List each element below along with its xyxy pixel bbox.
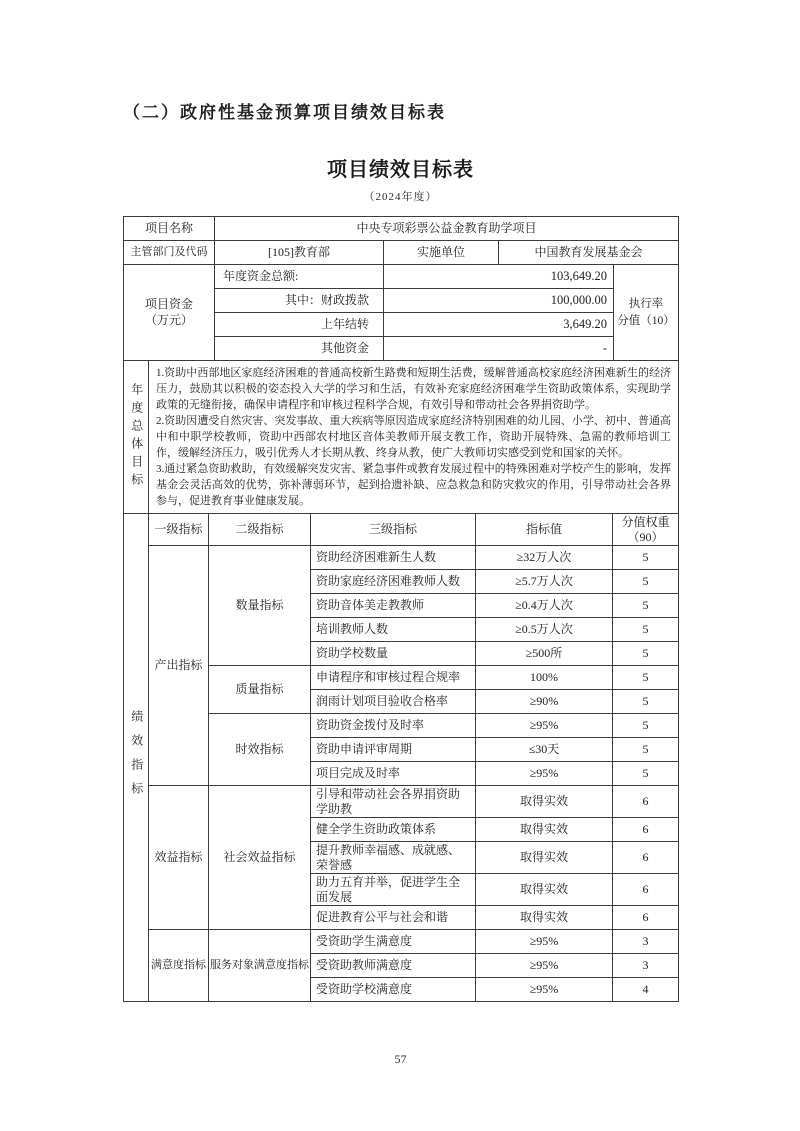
goal-paragraph: 1.资助中西部地区家庭经济困难的普通高校新生路费和短期生活费，缓解普通高校家庭经济困难新生的经济压力，鼓励其以积极的姿态投入大学的学习和生活，有效补充家庭经济困难学生资助政策体系，实现助学政策的无缝衔接，确保申请程序和审核过程科学合规，有效引导和带动社会各界捐资助学。: [156, 367, 671, 411]
indicator-name-cell: 资助经济困难新生人数: [311, 546, 476, 570]
goal-paragraph: 3.通过紧急资助救助，有效缓解突发灾害、紧急事件或教育发展过程中的特殊困难对学校产生的影响，发挥基金会灵活高效的优势，弥补薄弱环节，起到拾遗补缺、应急救急和防灾救灾的作用，引导带动社会各界参与，促进教育事业健康发展。: [156, 463, 671, 507]
header-value-cell: 指标值: [476, 514, 613, 546]
table-row: [124, 241, 679, 265]
fund-label-cell: 年度资金总额:: [215, 265, 384, 289]
indicator-name-cell: 资助申请评审周期: [311, 738, 476, 762]
fund-value-cell: 3,649.20: [384, 313, 614, 337]
indicator-name-cell: 资助音体美走教教师: [311, 594, 476, 618]
fund-row: [124, 265, 679, 289]
indicator-value-cell: ≥95%: [476, 930, 613, 954]
annual-goal-text-cell: [149, 361, 679, 514]
dept-code-label-cell: 主管部门及代码: [124, 241, 215, 265]
indicator-score-cell: 6: [613, 818, 679, 842]
indicator-row: [124, 930, 679, 954]
indicator-value-cell: ≤30天: [476, 738, 613, 762]
indicator-score-cell: 6: [613, 874, 679, 906]
indicator-value-cell: ≥95%: [476, 762, 613, 786]
indicator-name-cell: 受资助学校满意度: [311, 978, 476, 1002]
annual-goal-table: [123, 360, 679, 514]
level2-cell: 社会效益指标: [209, 786, 311, 930]
impl-unit-label-cell: 实施单位: [384, 241, 499, 265]
indicator-name-cell: 申请程序和审核过程合规率: [311, 666, 476, 690]
indicator-name-cell: 资助资金拨付及时率: [311, 714, 476, 738]
section-heading: （二）政府性基金预算项目绩效目标表: [123, 103, 446, 122]
indicator-score-cell: 5: [613, 666, 679, 690]
indicator-value-cell: 取得实效: [476, 818, 613, 842]
project-name-label-cell: 项目名称: [124, 217, 215, 241]
funds-label-line2: （万元）: [144, 312, 193, 327]
exec-rate-score-cell: [614, 265, 679, 361]
indicator-name-cell: 资助学校数量: [311, 642, 476, 666]
fund-value-cell: -: [384, 337, 614, 361]
level1-cell: 效益指标: [149, 786, 209, 930]
indicator-name-cell: 健全学生资助政策体系: [311, 818, 476, 842]
dept-code-value-cell: [105]教育部: [215, 241, 384, 265]
goal-paragraph: 2.资助因遭受自然灾害、突发事故、重大疾病等原因造成家庭经济特别困难的幼儿园、小学、初中、普通高中和中职学校教师，资助中西部农村地区音体美教师开展支教工作，资助开展特殊、急需的教师培训工作，缓解经济压力，吸引优秀人才长期从教、终身从教，使广大教师切实感受到党和国家的关怀。: [156, 415, 671, 459]
indicator-score-cell: 5: [613, 618, 679, 642]
indicator-name-cell: 受资助教师满意度: [311, 954, 476, 978]
page-number: 57: [394, 1052, 407, 1066]
header-level3-cell: 三级指标: [311, 514, 476, 546]
annual-goal-label-cell: [124, 361, 149, 514]
indicator-score-cell: 6: [613, 842, 679, 874]
header-level1-cell: 一级指标: [149, 514, 209, 546]
annual-goal-label: 年度总体目标: [129, 383, 144, 491]
indicator-score-cell: 5: [613, 690, 679, 714]
indicators-header-row: [124, 514, 679, 546]
level2-cell: 时效指标: [209, 714, 311, 786]
project-funds-label-cell: [124, 265, 215, 361]
indicator-score-cell: 5: [613, 594, 679, 618]
indicator-name-cell: 受资助学生满意度: [311, 930, 476, 954]
indicator-value-cell: 取得实效: [476, 906, 613, 930]
indicator-row: [124, 786, 679, 818]
indicator-value-cell: ≥95%: [476, 978, 613, 1002]
fund-value-cell: 100,000.00: [384, 289, 614, 313]
indicator-value-cell: ≥0.4万人次: [476, 594, 613, 618]
project-name-value-cell: 中央专项彩票公益金教育助学项目: [215, 217, 679, 241]
year-label: （2024年度）: [363, 191, 438, 203]
indicator-name-cell: 项目完成及时率: [311, 762, 476, 786]
header-level2-cell: 二级指标: [209, 514, 311, 546]
funds-label-line1: 项目资金: [144, 296, 193, 311]
indicator-value-cell: 100%: [476, 666, 613, 690]
page-title: 项目绩效目标表: [327, 159, 474, 181]
indicator-score-cell: 5: [613, 714, 679, 738]
indicators-table: [123, 513, 679, 1002]
indicator-name-cell: 引导和带动社会各界捐资助学助教: [311, 786, 476, 818]
header-score-cell: [613, 514, 679, 546]
indicator-score-cell: 5: [613, 762, 679, 786]
indicator-score-cell: 5: [613, 570, 679, 594]
level1-cell: 产出指标: [149, 546, 209, 786]
level1-cell: 满意度指标: [149, 930, 209, 1002]
table-row: [124, 217, 679, 241]
indicator-name-cell: 助力五育并举，促进学生全面发展: [311, 874, 476, 906]
level2-cell: 质量指标: [209, 666, 311, 714]
indicator-score-cell: 5: [613, 642, 679, 666]
indicator-value-cell: ≥500所: [476, 642, 613, 666]
indicator-value-cell: 取得实效: [476, 786, 613, 818]
indicator-value-cell: ≥95%: [476, 954, 613, 978]
fund-label-cell: 其他资金: [215, 337, 384, 361]
exec-rate-line1: 执行率: [628, 297, 664, 310]
indicator-value-cell: 取得实效: [476, 874, 613, 906]
indicator-value-cell: 取得实效: [476, 842, 613, 874]
indicator-score-cell: 6: [613, 786, 679, 818]
performance-label-cell: [124, 514, 149, 1002]
fund-label-cell: 上年结转: [215, 313, 384, 337]
header-score-line2: （90）: [627, 529, 664, 544]
impl-unit-value-cell: 中国教育发展基金会: [499, 241, 679, 265]
indicator-score-cell: 3: [613, 930, 679, 954]
performance-label: 绩效指标: [129, 709, 144, 806]
indicator-value-cell: ≥0.5万人次: [476, 618, 613, 642]
indicator-value-cell: ≥90%: [476, 690, 613, 714]
fund-value-cell: 103,649.20: [384, 265, 614, 289]
indicator-name-cell: 资助家庭经济困难教师人数: [311, 570, 476, 594]
indicator-value-cell: ≥5.7万人次: [476, 570, 613, 594]
indicator-name-cell: 培训教师人数: [311, 618, 476, 642]
indicator-name-cell: 提升教师幸福感、成就感、荣誉感: [311, 842, 476, 874]
indicator-score-cell: 3: [613, 954, 679, 978]
fund-label-cell: 其中：财政拨款: [215, 289, 384, 313]
exec-rate-line2: 分值（10）: [617, 314, 675, 327]
indicator-score-cell: 5: [613, 738, 679, 762]
level2-cell: 数量指标: [209, 546, 311, 666]
project-info-table: [123, 216, 679, 361]
header-score-line1: 分值权重: [621, 515, 670, 529]
indicator-value-cell: ≥32万人次: [476, 546, 613, 570]
indicator-value-cell: ≥95%: [476, 714, 613, 738]
indicator-row: [124, 546, 679, 570]
indicator-name-cell: 润雨计划项目验收合格率: [311, 690, 476, 714]
table-row: [124, 361, 679, 514]
indicator-score-cell: 5: [613, 546, 679, 570]
level2-cell: 服务对象满意度指标: [209, 930, 311, 1002]
indicator-score-cell: 4: [613, 978, 679, 1002]
indicator-score-cell: 6: [613, 906, 679, 930]
indicator-name-cell: 促进教育公平与社会和谐: [311, 906, 476, 930]
